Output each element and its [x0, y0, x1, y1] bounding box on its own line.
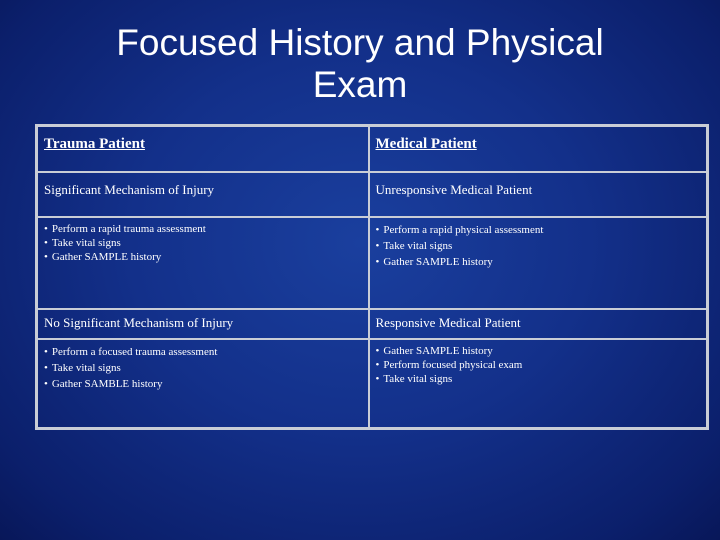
significant-moi-heading: Significant Mechanism of Injury — [37, 172, 369, 217]
header-medical-patient: Medical Patient — [369, 126, 708, 172]
list-item: • Gather SAMBLE history — [44, 376, 362, 392]
responsive-medical-heading: Responsive Medical Patient — [369, 309, 708, 339]
bullet-list — [44, 222, 362, 264]
bullet-list — [376, 222, 701, 270]
list-item: • Take vital signs — [44, 360, 362, 376]
table-header-row — [37, 126, 708, 172]
list-item: • Perform focused physical exam — [376, 358, 701, 372]
list-item: • Gather SAMPLE history — [376, 254, 701, 270]
responsive-medical-steps — [369, 339, 708, 429]
slide-title-line-2: Exam — [312, 64, 408, 105]
significant-moi-steps — [37, 217, 369, 309]
list-item: • Take vital signs — [44, 236, 362, 250]
table-row — [37, 339, 708, 429]
slide-title-line-1: Focused History and Physical — [116, 22, 604, 63]
unresponsive-medical-steps — [369, 217, 708, 309]
table-row — [37, 217, 708, 309]
table-row — [37, 309, 708, 339]
unresponsive-medical-heading: Unresponsive Medical Patient — [369, 172, 708, 217]
list-item: • Perform a rapid trauma assessment — [44, 222, 362, 236]
list-item: • Gather SAMPLE history — [44, 250, 362, 264]
list-item: • Perform a focused trauma assessment — [44, 344, 362, 360]
table-row — [37, 172, 708, 217]
list-item: • Take vital signs — [376, 372, 701, 386]
slide-title — [0, 22, 720, 106]
bullet-list — [376, 344, 701, 386]
comparison-table — [35, 124, 709, 430]
list-item: • Gather SAMPLE history — [376, 344, 701, 358]
bullet-list — [44, 344, 362, 392]
header-trauma-patient: Trauma Patient — [37, 126, 369, 172]
no-significant-moi-steps — [37, 339, 369, 429]
list-item: • Take vital signs — [376, 238, 701, 254]
list-item: • Perform a rapid physical assessment — [376, 222, 701, 238]
no-significant-moi-heading: No Significant Mechanism of Injury — [37, 309, 369, 339]
